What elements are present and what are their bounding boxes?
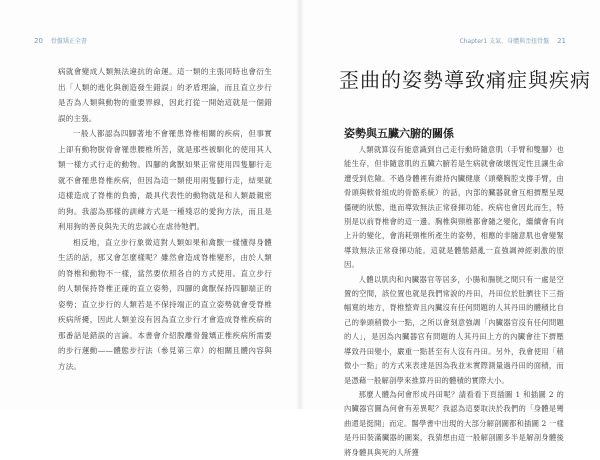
left-paragraph-3: 相反地，直立步行象徵這對人類如果和禽獸一樣懂得身體生活的話，那又會怎麼樣呢？雖然會造成脊椎變形，由於人類的脊椎和動物不一樣，當然要依照各自的方式使用。直立步行的人類保持脊椎正確的直立姿勢，四腳的禽獸保持四腳端正的姿勢；直立步行的人類若是不保持端正的直立姿勢就會受脊椎疾病所擾，因此人類並沒有因為直立步行才會造成脊椎疾病的那番話是錯誤的言論。本書會介紹脫離骨盤矯正椎疾病所需要的步行運動——體態步行法（參見第三章）的相關且體內容與方法。 [58, 237, 272, 371]
left-running-head: 骨盤矯正全書 [50, 38, 87, 45]
left-body-text [58, 64, 272, 374]
right-running-head: Chapter1 支氣、身體與歪扭骨盤 [459, 38, 550, 45]
right-page [300, 0, 600, 409]
chapter-section-title: 歪曲的姿勢導致痛症與疾病 [339, 68, 591, 92]
left-paragraph-2: 一般人都認為四腳著地不會罹患脊椎相關的疾病，但事實上卻有動物脫骨會罹患腰椎所苦，就是那些被馴化的使用其人類一樣方式行走的動物。四腳的禽獸如果正常使用四隻腳行走就不會罹患脊椎疾病，但因為這一類使用兩隻腳行走，結果就這樣造成了脊椎的負擔，最具代表性的動物就是和人類最親密的狗。我認為那樣的訓練方式是一種殘忍的愛狗方法，而且是利用狗的善良與先天的忠誠心在虐待牠們。 [58, 129, 272, 231]
right-paragraph-3: 那麼人體為何會形成丹田呢？請看看下頁插圖 1 和插圖 2 的內臟器官圖為何會有差異呢？我認為這要取決於我們的「身體是彎曲還是挺開」而定。醫學書中出現的大部分解剖圖都和插圖 2 一樣是丹田裝滿臟器的圖案，我猜想由這一般解剖圖多半是解剖身體後將身體具與死的人所獲 [344, 389, 564, 457]
right-page-header [459, 36, 572, 45]
subsection-title: 姿勢與五臟六腑的關係 [344, 127, 454, 140]
right-paragraph-1: 人類就算沒有能意識到自己走行動時隨意肌（手臂和雙腳）也能生存，但非隨意肌的五臟六腑若是生病就會破壞恆定性且讓生命遭受到危險。不過身體裡有維持內臟健康（頭藥胸腔支撐手臂，由骨頭與軟骨組成的骨骼系統）的話，內部的臟器就會互相擠壓呈現僵硬的狀態，進而導致無法正常發揮功能。疾病也會因此而生，特別是以前脊椎會的這一邊。胸椎與頸椎都會隨之變化，繼續會有向上升的變化，會消耗頸椎所產生的姿勢，相應的非隨意肌也會變緊導致無法正常發揮功能。這就是體態錯亂一直強調神經刺激的原因。 [344, 145, 564, 270]
left-paragraph-1: 病就會變成人類無法違抗的命運。這一類的主張同時也會衍生出「人類的進化與創造發生錯誤」的矛盾理論，而且直立步行是否為人類與動物的重要界線，因此打從一開始這就是一個錯誤的主張。 [58, 67, 272, 123]
right-paragraph-2: 人體以肌肉和內臟器官等居多，小腸和腸胱之間只有一處是空置的空間，該位置也就是我們常說的丹田，丹田位於肚臍往下三指幅寬的地方，脊椎整齊且內臟沒有任何問題的人其丹田的體積比自己的拳頭稍微小一點，之所以會刻意強調「內臟器官沒有任何問題的人」，是因為內臟器官有問題的人其丹田上方的內臟會往下擠壓導致丹田變小，嚴重一點甚至有人沒有丹田。另外，我會使用「稍微小一點」的方式來表達是因為我並未實際測量過丹田的面積，而是憑藉一般解剖學來推算丹田的體積的實際大小。 [344, 274, 564, 385]
left-page [0, 0, 300, 409]
right-page-number: 21 [557, 37, 566, 45]
left-page-header [28, 36, 87, 45]
left-page-number: 20 [34, 37, 43, 45]
